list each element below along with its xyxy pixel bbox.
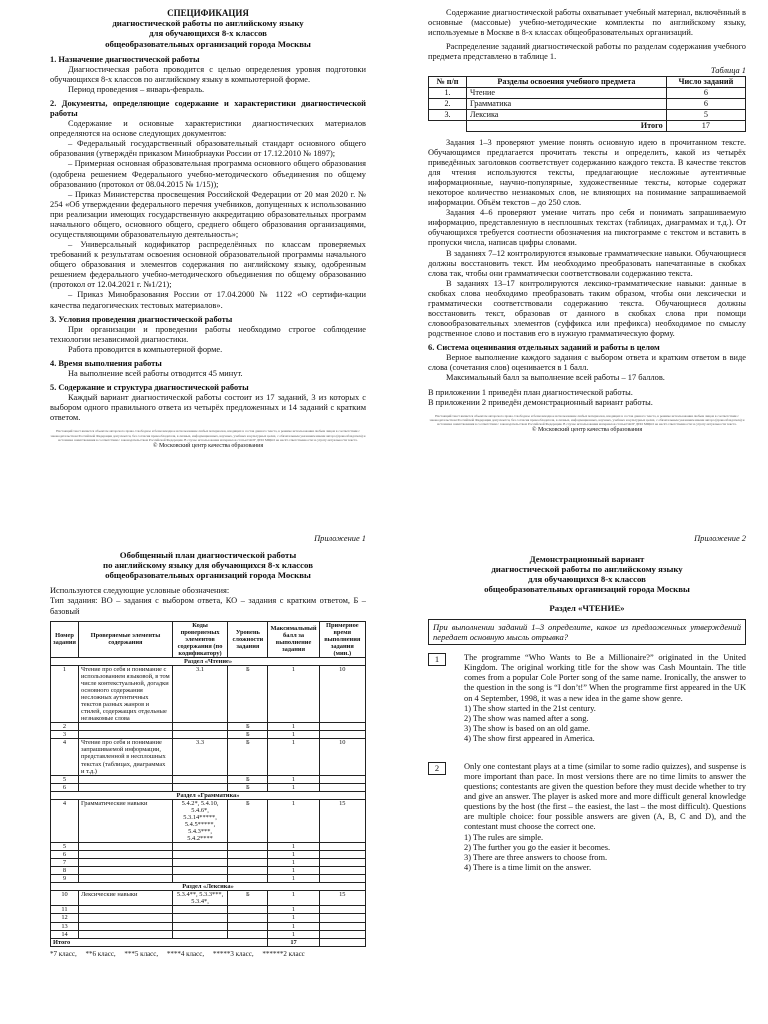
plan-cell-lvl: [228, 875, 268, 883]
answer-option: 4) The show first appeared in America.: [464, 733, 595, 743]
plan-cell-time: [319, 867, 365, 875]
plan-cell-code: 3.1: [172, 665, 227, 722]
plan-row: [51, 775, 366, 783]
table-row: [429, 88, 746, 99]
task-body: [464, 762, 746, 873]
content-paragraph: Содержание диагностической работы охватывает учебный материал, включённый в основные (массовые) учебно-методические комплекты по английскому языку, используемые в Москве в 8-х классах общеобразовательных организаций.: [428, 8, 746, 38]
table-cell: 2.: [429, 99, 467, 110]
plan-cell-lvl: [228, 867, 268, 875]
plan-cell-code: [172, 906, 227, 914]
plan-cell-time: [319, 922, 365, 930]
plan-cell-code: [172, 783, 227, 791]
tasks-7-12-paragraph: В заданиях 7–12 контролируются языковые грамматические навыки. Обучающиеся должны восстановить текст. Им необходимо преобразовать напечатанные в скобках слова так, чтобы они грамматически соответствовали содержанию текста.: [428, 248, 746, 278]
section-2-title: 2. Документы, определяющие содержание и характеристики диагностической работы: [50, 98, 366, 119]
section-1-text: Диагностическая работа проводится с целью определения уровня подготовки обучающихся 8-х классов по английскому языку в компьютерной форме.: [50, 64, 366, 84]
plan-cell-code: [172, 859, 227, 867]
plan-cell-time: [319, 783, 365, 791]
plan-cell-desc: [79, 859, 173, 867]
task-number: 2: [428, 762, 446, 775]
section-6-title: 6. Система оценивания отдельных заданий и работы в целом: [428, 343, 660, 353]
table-total-row: [429, 120, 746, 131]
appendix-label: Приложение 2: [694, 534, 746, 543]
plan-total-label: Итого: [51, 938, 268, 946]
plan-section-label: Раздел «Грамматика»: [51, 791, 366, 799]
section-3-text: При организации и проведении работы необходимо строгое соблюдение технологии независимой диагностики.: [50, 324, 366, 344]
plan-cell-desc: [79, 783, 173, 791]
task-1: [428, 653, 746, 744]
table-cell: 6: [666, 99, 745, 110]
plan-cell-time: [319, 875, 365, 883]
answer-option: 3) The show is based on an old game.: [464, 723, 591, 733]
table-row: [429, 99, 746, 110]
plan-cell-lvl: [228, 859, 268, 867]
plan-cell-desc: [79, 922, 173, 930]
table-cell: Лексика: [467, 110, 667, 121]
table-header: Разделы освоения учебного предмета: [467, 77, 667, 88]
plan-cell-desc: [79, 851, 173, 859]
plan-cell-n: 7: [51, 859, 79, 867]
spec-subtitle-1: диагностической работы по английскому языку: [112, 18, 304, 29]
plan-cell-lvl: Б: [228, 891, 268, 906]
plan-cell-time: 10: [319, 739, 365, 775]
plan-cell-time: [319, 938, 365, 946]
table-header: Число заданий: [666, 77, 745, 88]
plan-header: Максимальный балл за выполнение задания: [268, 621, 319, 657]
plan-cell-n: 11: [51, 906, 79, 914]
fine-print: Настоящий текст является объектом авторского права. Свободное и безвозмездное использование любых материалов, входящих в состав данного текста, в режиме использования любым лицом в соответствии с законодательством Российской Федерации допускается, без согласия правообладателя, в личных, информационных, научных, учебных и культурных целях, с обязательным указанием имени автора (правообладателя) и источника заимствования в соответствии с законодательством Российской Федерации. В случае использования материалов статьи ГАОУ ДПО МЦКО не несёт ответственности за утрату актуальности текста.: [429, 413, 745, 427]
answer-option: 2) The further you go the easier it becomes.: [464, 842, 611, 852]
plan-cell-code: 5.4.2*, 5.4.10, 5.4.6*, 5.3.14*****, 5.4.5*****, 5.4.3***, 5.4.2****: [172, 799, 227, 842]
plan-footnote: *7 класс, **6 класс, ***5 класс, ****4 класс, *****3 класс, ******2 класс: [50, 949, 305, 958]
doc-item: – Приказ Министерства просвещения Российской Федерации от 20 мая 2020 г. № 254 «Об утверждении федерального перечня учебников, допущенных к использованию при реализации имеющих государственную аккредитацию образовательных программ начального общего, основного общего, среднего общего образования организациями, осуществляющими образовательную деятельность»;: [50, 189, 366, 239]
spec-title: СПЕЦИФИКАЦИЯ: [167, 8, 249, 18]
plan-cell-lvl: [228, 922, 268, 930]
answer-option: 4) There is a time limit on the answer.: [464, 862, 592, 872]
plan-cell-code: 5.3.4**, 5.3.3***, 5.3.4*,: [172, 891, 227, 906]
plan-row: [51, 867, 366, 875]
plan-cell-n: 6: [51, 783, 79, 791]
tasks-13-17-paragraph: В заданиях 13–17 контролируются лексико-грамматические навыки: данные в скобках слова необходимо преобразовать таким образом, чтобы они лексически и грамматически соответствовали содержанию текста. Обучающиеся должны восстановить текст, образовав от данного в скобках слова при помощи словообразовательных элементов (суффикса или префикса) необходимое по смыслу родственное слово и поставив его в нужную грамматическую форму.: [428, 278, 746, 339]
copyright: © Московский центр качества образования: [531, 427, 643, 434]
plan-cell-n: 1: [51, 665, 79, 722]
spec-page-2: [428, 8, 746, 528]
plan-cell-lvl: [228, 930, 268, 938]
legend-intro: Используются следующие условные обозначения:: [50, 586, 230, 596]
plan-cell-max: 1: [268, 783, 319, 791]
plan-cell-desc: [79, 875, 173, 883]
plan-cell-max: 1: [268, 891, 319, 906]
plan-title-2: по английскому языку для обучающихся 8-х классов: [103, 560, 313, 571]
plan-cell-lvl: [228, 906, 268, 914]
spec-page-1: [50, 8, 366, 528]
tasks-4-6-paragraph: Задания 4–6 проверяют умение читать про себя и понимать запрашиваемую информацию, представленную в несплошных текстах (таблицах, диаграммах и т.д.). От обучающихся требуется соотнести обозначения на пиктограмме с текстом и вставить в пропуски числа, написав цифры словами.: [428, 208, 746, 248]
plan-cell-max: 1: [268, 930, 319, 938]
task-2: [428, 762, 746, 873]
plan-cell-n: 13: [51, 922, 79, 930]
plan-cell-desc: [79, 930, 173, 938]
copyright: © Московский центр качества образования: [152, 443, 264, 450]
plan-cell-n: 8: [51, 867, 79, 875]
demo-title-2: диагностической работы по английскому языку: [491, 564, 683, 575]
plan-section-row: [51, 883, 366, 891]
plan-title-1: Обобщенный план диагностической работы: [119, 550, 297, 561]
table-cell: 5: [666, 110, 745, 121]
plan-cell-lvl: Б: [228, 723, 268, 731]
plan-cell-n: 2: [51, 723, 79, 731]
plan-cell-lvl: Б: [228, 731, 268, 739]
section-3-title: 3. Условия проведения диагностической работы: [50, 314, 233, 324]
demo-title-1: Демонстрационный вариант: [529, 554, 645, 565]
table-cell: Грамматика: [467, 99, 667, 110]
plan-row: [51, 922, 366, 930]
task-text: The programme “Who Wants to Be a Millionaire?” originated in the United Kingdom. The original working title for the show was Cash Mountain. The title comes from a popular Cole Porter song of the same name. Ironically, the answer to the question in the song is “I don’t!” When the programme first appeared in the UK on 4 September, 1998, it was a new idea in the game show genre.: [464, 653, 746, 703]
section-1-period: Период проведения – январь-февраль.: [68, 84, 205, 94]
plan-cell-desc: [79, 731, 173, 739]
table-caption: Таблица 1: [710, 66, 746, 76]
task-number: 1: [428, 653, 446, 666]
plan-cell-max: 1: [268, 731, 319, 739]
plan-cell-lvl: [228, 843, 268, 851]
plan-section-label: Раздел «Лексика»: [51, 883, 366, 891]
plan-header: Проверяемые элементы содержания: [79, 621, 173, 657]
appendix-2-note: В приложении 2 приведён демонстрационный вариант работы.: [428, 397, 653, 407]
plan-section-row: [51, 791, 366, 799]
plan-row: [51, 851, 366, 859]
plan-cell-desc: Лексические навыки: [79, 891, 173, 906]
plan-cell-lvl: [228, 851, 268, 859]
plan-cell-n: 12: [51, 914, 79, 922]
plan-row: [51, 859, 366, 867]
plan-cell-lvl: Б: [228, 783, 268, 791]
task-text: Only one contestant plays at a time (similar to some radio quizzes), and suspense is more important than pace. In most versions there are no time limits to answer the questions; contestants are given the question before they must decide whether to try and give an answer. The player is asked more and more difficult general knowledge questions by the host (the first – the easiest, the last – the most difficult). Questions are multiple choice: four possible answers are given (A, B, C and D), and the contestant must choose the correct one.: [464, 761, 746, 832]
plan-cell-desc: [79, 906, 173, 914]
demo-title-4: общеобразовательных организаций города Москвы: [484, 584, 690, 595]
plan-cell-n: 5: [51, 775, 79, 783]
answer-option: 2) The show was named after a song.: [464, 713, 589, 723]
table-total-label: Итого: [467, 120, 667, 131]
plan-cell-code: [172, 775, 227, 783]
plan-cell-desc: [79, 723, 173, 731]
plan-title-3: общеобразовательных организаций города Москвы: [105, 570, 311, 581]
plan-cell-max: 1: [268, 665, 319, 722]
plan-cell-code: [172, 851, 227, 859]
section-5-title: 5. Содержание и структура диагностической работы: [50, 383, 249, 393]
plan-cell-n: 4: [51, 799, 79, 842]
plan-cell-max: 1: [268, 922, 319, 930]
plan-cell-max: 1: [268, 799, 319, 842]
plan-cell-desc: Чтение про себя и понимание с использованием языковой, в том числе контекстуальной, догадки основного содержания несложных аутентичных текстов разных жанров и стилей, содержащих отдельные незнакомые слова: [79, 665, 173, 722]
plan-row: [51, 914, 366, 922]
spec-subtitle-2: для обучающихся 8-х классов: [149, 28, 267, 39]
plan-section-row: [51, 657, 366, 665]
plan-cell-max: 1: [268, 906, 319, 914]
plan-cell-code: [172, 922, 227, 930]
plan-row: [51, 930, 366, 938]
plan-cell-desc: [79, 867, 173, 875]
tasks-1-3-paragraph: Задания 1–3 проверяют умение понять основную идею в прочитанном тексте. Обучающимся предлагается прочитать тексты и определить, какой из четырёх приведённых заголовков соответствует содержанию каждого текста. В качестве текстов для чтения используются тексты, предлагающие несложные аутентичные информационные, научно-популярные, художественные тексты, которые содержат некоторое количество незнакомых слов, не влияющих на понимание запрашиваемой информации. Объём текстов – до 250 слов.: [428, 137, 746, 208]
plan-cell-max: 1: [268, 859, 319, 867]
plan-row: [51, 723, 366, 731]
table-cell: 1.: [429, 88, 467, 99]
distribution-paragraph: Распределение заданий диагностической работы по разделам содержания учебного предмета представлено в таблице 1.: [428, 42, 746, 62]
plan-cell-code: [172, 930, 227, 938]
plan-cell-lvl: [228, 914, 268, 922]
doc-item: – Приказ Минобразования России от 17.04.2000 № 1122 «О сертифи-кации качества педагогических тестовых материалов».: [50, 290, 366, 310]
table-row: [429, 110, 746, 121]
plan-cell-max: 1: [268, 723, 319, 731]
plan-cell-max: 1: [268, 775, 319, 783]
plan-cell-code: [172, 875, 227, 883]
plan-cell-desc: Грамматические навыки: [79, 799, 173, 842]
table-cell: Чтение: [467, 88, 667, 99]
answer-option: 1) The rules are simple.: [464, 832, 544, 842]
table-cell: 3.: [429, 110, 467, 121]
plan-cell-desc: [79, 843, 173, 851]
plan-cell-max: 1: [268, 914, 319, 922]
plan-cell-desc: [79, 914, 173, 922]
plan-cell-code: [172, 731, 227, 739]
plan-cell-max: 1: [268, 875, 319, 883]
plan-cell-n: 3: [51, 731, 79, 739]
plan-cell-max: 1: [268, 851, 319, 859]
plan-cell-lvl: Б: [228, 665, 268, 722]
section-4-title: 4. Время выполнения работы: [50, 358, 162, 368]
plan-row: [51, 783, 366, 791]
plan-cell-n: 9: [51, 875, 79, 883]
doc-item: – Примерная основная образовательная программа основного общего образования (одобрена решением Федерального учебно-методического объединения по общему образованию (протокол от 08.04.2015 № 1/15));: [50, 159, 366, 189]
plan-cell-lvl: Б: [228, 799, 268, 842]
plan-cell-lvl: Б: [228, 775, 268, 783]
plan-cell-time: 15: [319, 891, 365, 906]
section-5-text: Каждый вариант диагностической работы состоит из 17 заданий, 3 из которых с выбором одного правильного ответа из четырёх предложенных и 14 заданий с кратким ответом.: [50, 393, 366, 423]
section-6-max: Максимальный балл за выполнение всей работы – 17 баллов.: [446, 373, 665, 383]
plan-row: [51, 891, 366, 906]
fine-print: Настоящий текст является объектом авторского права. Свободное и безвозмездное использование любых материалов, входящих в состав данного текста, в режиме использования любым лицом в соответствии с законодательством Российской Федерации допускается, без согласия правообладателя, в личных, информационных, научных, учебных и культурных целях, с обязательным указанием имени автора (правообладателя) и источника заимствования в соответствии с законодательством Российской Федерации. В случае использования материалов статьи ГАОУ ДПО МЦКО не несёт ответственности за утрату актуальности текста.: [50, 429, 366, 442]
table-header: № п/п: [429, 77, 467, 88]
plan-header: Номер задания: [51, 621, 79, 657]
plan-cell-max: 1: [268, 843, 319, 851]
plan-cell-max: 1: [268, 867, 319, 875]
table-cell: 6: [666, 88, 745, 99]
doc-item: – Универсальный кодификатор распределённых по классам проверяемых требований к результатам освоения основной образовательной программы начального общего образования и элементов содержания по английскому языку, одобренным решением федерального учебно-методического объединения по общему образованию (протокол от 12.04.2021 г. №1/21);: [50, 240, 366, 290]
plan-row: [51, 875, 366, 883]
plan-cell-time: [319, 775, 365, 783]
plan-cell-time: [319, 851, 365, 859]
table-total: 17: [666, 120, 745, 131]
doc-item: – Федеральный государственный образовательный стандарт основного общего образования (утверждён приказом Минобрнауки России от 17.12.2010 № 1897);: [50, 139, 366, 159]
demo-title-3: для обучающихся 8-х классов: [528, 574, 646, 585]
plan-cell-time: [319, 930, 365, 938]
spec-subtitle-3: общеобразовательных организаций города Москвы: [105, 38, 311, 49]
plan-cell-desc: [79, 775, 173, 783]
section-6-text: Верное выполнение каждого задания с выбором ответа и кратким ответом в виде слова (сочетания слов) оценивается в 1 балл.: [428, 353, 746, 373]
plan-cell-time: [319, 906, 365, 914]
plan-cell-time: [319, 731, 365, 739]
appendix-1-note: В приложении 1 приведён план диагностической работы.: [428, 387, 633, 397]
instruction-box: При выполнении заданий 1–3 определите, какое из предложенных утверждений передает основную мысль отрывка?: [428, 619, 746, 646]
plan-total-row: [51, 938, 366, 946]
plan-row: [51, 739, 366, 775]
plan-cell-n: 5: [51, 843, 79, 851]
plan-row: [51, 731, 366, 739]
plan-row: [51, 906, 366, 914]
section-3-form: Работа проводится в компьютерной форме.: [68, 344, 223, 354]
plan-cell-time: [319, 723, 365, 731]
plan-row: [51, 665, 366, 722]
plan-cell-time: 10: [319, 665, 365, 722]
distribution-table: [428, 76, 746, 131]
section-2-intro: Содержание и основные характеристики диагностических материалов определяются на основе следующих документов:: [50, 119, 366, 139]
plan-cell-code: [172, 723, 227, 731]
legend-text: Тип задания: ВО – задания с выбором ответа, КО – задания с кратким ответом, Б – базовый: [50, 596, 366, 616]
plan-row: [51, 799, 366, 842]
plan-cell-code: [172, 843, 227, 851]
plan-header: Коды проверяемых элементов содержания (по кодификатору): [172, 621, 227, 657]
plan-row: [51, 843, 366, 851]
section-4-text: На выполнение всей работы отводится 45 минут.: [68, 369, 243, 379]
answer-option: 3) There are three answers to choose from.: [464, 852, 608, 862]
plan-cell-desc: Чтение про себя и понимание запрашиваемой информации, представленной в несплошных текстах (таблицах, диаграммах и т.д.): [79, 739, 173, 775]
demo-section-title: Раздел «ЧТЕНИЕ»: [549, 602, 625, 613]
plan-section-label: Раздел «Чтение»: [51, 657, 366, 665]
plan-cell-lvl: Б: [228, 739, 268, 775]
plan-cell-n: 10: [51, 891, 79, 906]
plan-cell-code: [172, 867, 227, 875]
section-1-title: 1. Назначение диагностической работы: [50, 54, 200, 64]
plan-cell-code: 3.3: [172, 739, 227, 775]
plan-cell-time: [319, 859, 365, 867]
table-cell: [429, 120, 467, 131]
plan-cell-time: [319, 843, 365, 851]
plan-table: [50, 621, 366, 947]
plan-cell-time: 15: [319, 799, 365, 842]
plan-cell-time: [319, 914, 365, 922]
plan-cell-code: [172, 914, 227, 922]
answer-option: 1) The show started in the 21st century.: [464, 703, 596, 713]
plan-cell-n: 14: [51, 930, 79, 938]
appendix-label: Приложение 1: [314, 534, 366, 543]
task-body: [464, 653, 746, 744]
plan-header: Уровень сложности задания: [228, 621, 268, 657]
plan-cell-n: 4: [51, 739, 79, 775]
plan-total: 17: [268, 938, 319, 946]
plan-page: [50, 520, 366, 1024]
plan-cell-max: 1: [268, 739, 319, 775]
plan-header: Примерное время выполнения задания (мин.): [319, 621, 365, 657]
plan-cell-n: 6: [51, 851, 79, 859]
demo-page: [428, 520, 746, 1024]
